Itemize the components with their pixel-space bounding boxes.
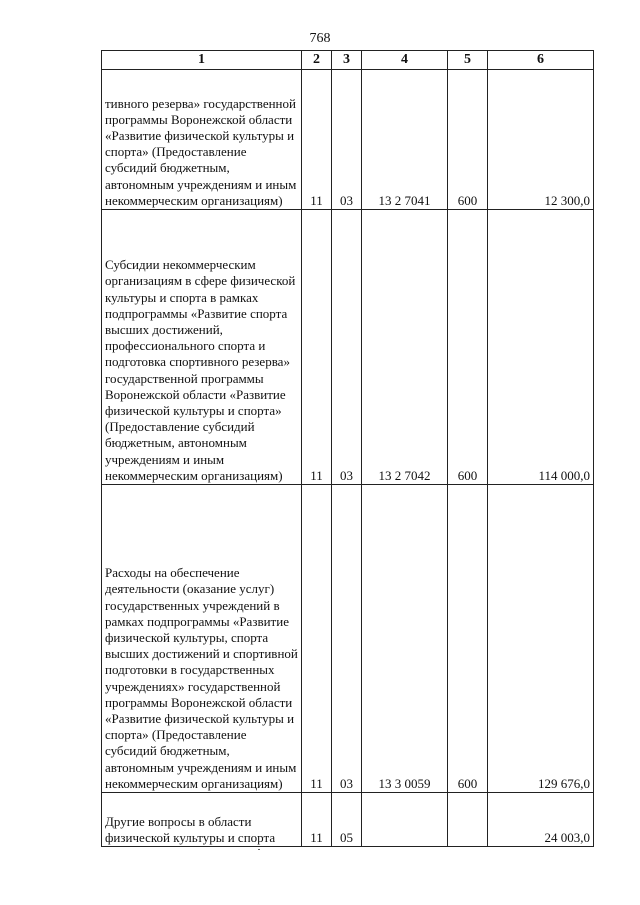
budget-table [101, 50, 594, 847]
row-csr: 13 2 7042 [362, 210, 448, 485]
row-name: Другие вопросы в области физической культуры и спорта [102, 793, 302, 847]
row-name: Субсидии некоммерческим организациям в сфере физической культуры и спорта в рамках подпрограммы «Развитие спорта высших достижений, профессионального спорта и подготовка спортивного резерва» государственной программы Воронежской области «Развитие физической культуры и спорта» (Предоставление субсидий бюджетным, автономным учреждениям и иным некоммерческим организациям) [102, 210, 302, 485]
row-pr: 03 [332, 70, 362, 210]
row-rz: 11 [302, 70, 332, 210]
row-vr [448, 793, 488, 847]
header-cell-name: 1 [102, 51, 302, 70]
header-row [102, 51, 594, 70]
scan-speck [258, 849, 260, 850]
row-amount: 114 000,0 [488, 210, 594, 485]
page-number: 768 [309, 31, 331, 46]
header-cell-amount: 6 [488, 51, 594, 70]
row-name: Расходы на обеспечение деятельности (оказание услуг) государственных учреждений в рамках подпрограммы «Развитие физической культуры, спорта высших достижений и спортивной подготовки в государственных учреждениях» государственной программы Воронежской области «Развитие физической культуры и спорта» (Предоставление субсидий бюджетным, автономным учреждениям и иным некоммерческим организациям) [102, 485, 302, 793]
row-vr: 600 [448, 485, 488, 793]
row-pr: 03 [332, 485, 362, 793]
row-amount: 12 300,0 [488, 70, 594, 210]
row-rz: 11 [302, 793, 332, 847]
row-pr: 03 [332, 210, 362, 485]
row-vr: 600 [448, 210, 488, 485]
table-row [102, 210, 594, 485]
row-csr: 13 2 7041 [362, 70, 448, 210]
table-row [102, 485, 594, 793]
row-csr: 13 3 0059 [362, 485, 448, 793]
header-cell-rz: 2 [302, 51, 332, 70]
row-name: тивного резерва» государственной программы Воронежской области «Развитие физической культуры и спорта» (Предоставление субсидий бюджетным, автономным учреждениям и иным некоммерческим организациям) [102, 70, 302, 210]
row-pr: 05 [332, 793, 362, 847]
header-cell-vr: 5 [448, 51, 488, 70]
table-row [102, 70, 594, 210]
table-row [102, 793, 594, 847]
row-rz: 11 [302, 210, 332, 485]
row-rz: 11 [302, 485, 332, 793]
header-cell-csr: 4 [362, 51, 448, 70]
row-vr: 600 [448, 70, 488, 210]
header-cell-pr: 3 [332, 51, 362, 70]
row-amount: 24 003,0 [488, 793, 594, 847]
row-amount: 129 676,0 [488, 485, 594, 793]
row-csr [362, 793, 448, 847]
